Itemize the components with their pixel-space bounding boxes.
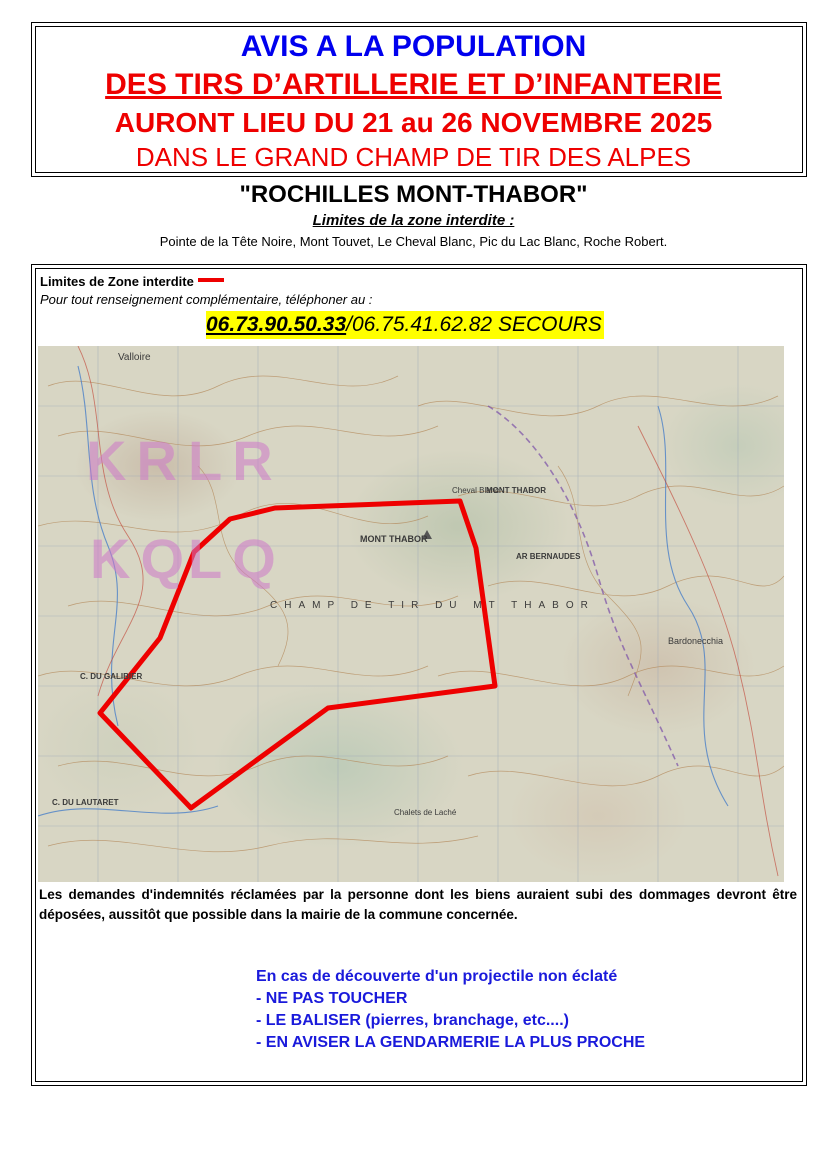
place-galibier: C. DU GALIBIER xyxy=(80,672,143,681)
notice-dates: AURONT LIEU DU 21 au 26 NOVEMBRE 2025 xyxy=(114,107,713,138)
site-name: "ROCHILLES MONT-THABOR" xyxy=(239,181,588,208)
place-chalets: Chalets de Laché xyxy=(394,808,457,817)
grid-label-kr: KR xyxy=(86,429,187,492)
place-lautaret: C. DU LAUTARET xyxy=(52,798,119,807)
phone-line xyxy=(206,311,604,339)
phone-secondary: /06.75.41.62.82 SECOURS xyxy=(346,313,602,336)
grid-label-lq: LQ xyxy=(188,527,286,590)
warning-line-1: En cas de découverte d'un projectile non éclaté xyxy=(256,968,618,985)
place-champ-de-tir: CHAMP DE TIR DU MT THABOR xyxy=(270,600,595,611)
zone-limit-legend-swatch xyxy=(198,278,224,282)
warning-line-2: - NE PAS TOUCHER xyxy=(256,990,408,1007)
map-terrain xyxy=(38,346,784,882)
place-cheval-blanc: Cheval Blanc xyxy=(452,486,500,495)
place-bardonecchia: Bardonecchia xyxy=(668,636,724,646)
contact-text: Pour tout renseignement complémentaire, téléphoner au : xyxy=(40,292,373,307)
indemnity-text: Les demandes d'indemnités réclamées par la personne dont les biens auraient subi des dommages devront être déposées, aussitôt que possible dans la mairie de la commune concernée. xyxy=(39,887,797,922)
limits-text: Pointe de la Tête Noire, Mont Touvet, Le Cheval Blanc, Pic du Lac Blanc, Roche Robert. xyxy=(159,234,668,249)
notice-subtitle: DES TIRS D’ARTILLERIE ET D’INFANTERIE xyxy=(105,68,722,101)
place-valloire: Valloire xyxy=(118,352,151,363)
place-mont-thabor: MONT THABOR xyxy=(486,486,546,495)
grid-label-kq: KQ xyxy=(90,527,194,590)
unexploded-warning xyxy=(256,966,645,1054)
warning-line-4: - EN AVISER LA GENDARMERIE LA PLUS PROCHE xyxy=(256,1034,646,1051)
legend-row xyxy=(40,274,224,289)
limits-heading: Limites de la zone interdite : xyxy=(312,212,515,229)
phone-primary: 06.73.90.50.33 xyxy=(206,313,347,336)
place-mont-thabor-main: MONT THABOR xyxy=(360,534,428,544)
grid-label-lr: LR xyxy=(188,429,283,492)
notice-title: AVIS A LA POPULATION xyxy=(240,30,587,63)
place-ar-bernaudes: AR BERNAUDES xyxy=(516,552,581,561)
topographic-map xyxy=(38,346,784,882)
notice-location: DANS LE GRAND CHAMP DE TIR DES ALPES xyxy=(135,142,692,172)
warning-line-3: - LE BALISER (pierres, branchage, etc....) xyxy=(256,1012,569,1029)
legend-label: Limites de Zone interdite xyxy=(40,274,194,289)
